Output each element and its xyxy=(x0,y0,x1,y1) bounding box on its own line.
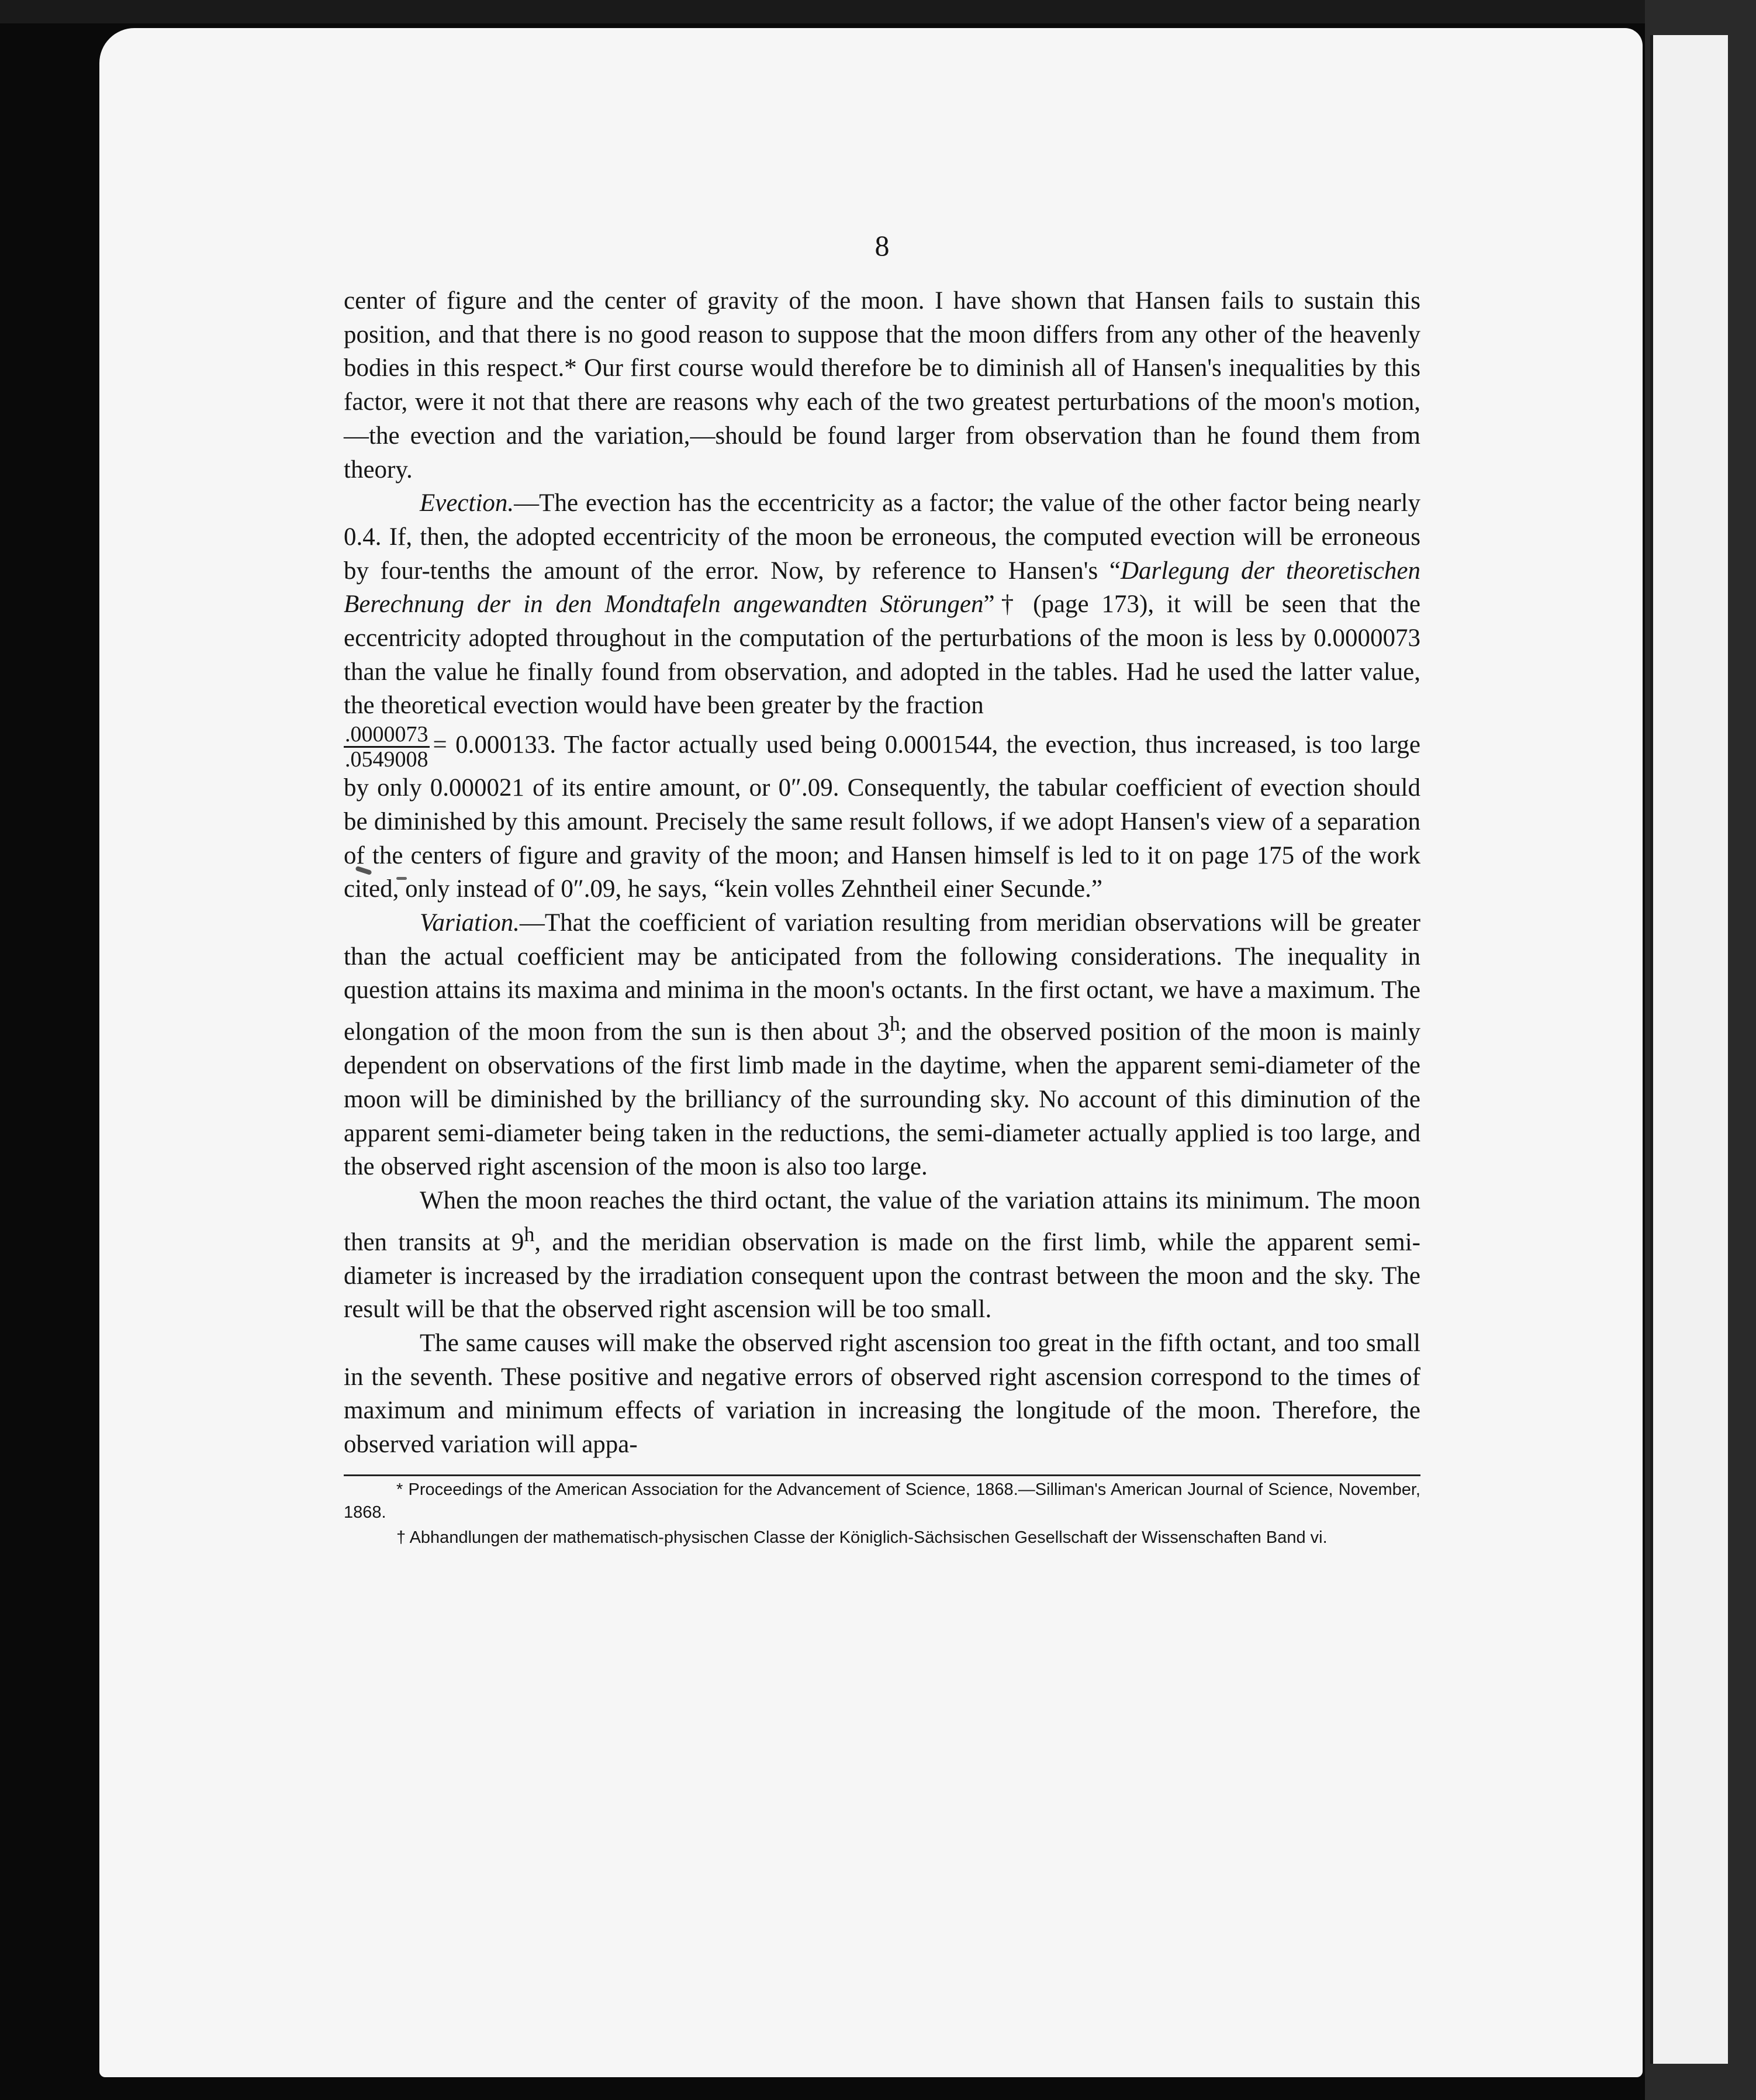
adjacent-page-edge xyxy=(1650,35,1728,2064)
footnote-1-text: * Proceedings of the American Association for the Advancement of Science, 1868.—Silliman's American Journal of Science, November, 1868. xyxy=(344,1480,1420,1522)
scan-top-border xyxy=(0,0,1756,23)
fraction-denominator: .0549008 xyxy=(345,747,428,772)
footnote-1 xyxy=(344,1479,1420,1524)
section-heading-evection: Evection. xyxy=(420,489,514,517)
paragraph-intro: center of figure and the center of gravity of the moon. I have shown that Hansen fails to sustain this position, and that there is no good reason to suppose that the moon differs from any other of the heavenly bodies in this respect.* Our first course would therefore be to diminish all of Hansen's inequalities by this factor, were it not that there are reasons why each of the two greatest perturbations of the moon's motion,—the evection and the variation,—should be found larger from observation than he found them from theory. xyxy=(344,287,1420,483)
paragraph-evection xyxy=(344,486,1420,723)
hour-superscript: h xyxy=(524,1222,535,1246)
evection-text-b: ”† (page 173), it will be seen that the eccentricity adopted throughout in the computation of the perturbations of the moon is less by 0.0000073 than the value he finally found from observation, and adopted in the tables. Had he used the latter value, the theoretical evection would have been greater by the fraction xyxy=(344,590,1421,720)
section-heading-variation: Variation. xyxy=(420,909,520,937)
footnote-divider xyxy=(344,1474,1420,1476)
paragraph-variation xyxy=(344,906,1420,1184)
paragraph-third-octant xyxy=(344,1184,1420,1327)
evection-text-c: = 0.000133. The factor actually used being 0.0001544, the evection, thus increased, is too large by only 0.000021 of its entire amount, or 0″.09. Consequently, the tabular coefficient of evection should be diminished by this amount. Precisely the same result follows, if we adopt Hansen's view of a separation of the centers of figure and gravity of the moon; and Hansen himself is led to it on page 175 of the work cited, only instead of 0″.09, he says, “kein volles Zehntheil einer Secunde.” xyxy=(344,731,1420,903)
cited-work-title: Darlegung der theoretischen Berechnung der in den Mondtafeln angewandten Störungen xyxy=(344,557,1421,619)
page-content xyxy=(344,228,1420,1549)
paragraph-evection-fraction xyxy=(344,723,1420,906)
evection-text-a: —The evection has the eccentricity as a factor; the value of the other factor being nearly 0.4. If, then, the adopted eccentricity of the moon be erroneous, the computed evection will be erroneous by four-tenths the amount of the error. Now, by reference to Hansen's “ xyxy=(344,489,1420,585)
footnote-2 xyxy=(344,1526,1420,1549)
fraction-numerator: .0000073 xyxy=(345,722,428,747)
scan-right-border xyxy=(1645,0,1756,2100)
variation-text-a: —That the coefficient of variation resulting from meridian observations will be greater than the actual coefficient may be anticipated from the following considerations. The inequality in question attains its maxima and minima in the moon's octants. In the first octant, we have a maximum. The elongation of the moon from the sun is then about 3 xyxy=(344,909,1420,1046)
page-number: 8 xyxy=(874,229,890,262)
footnote-2-text: † Abhandlungen der mathematisch-physischen Classe der Königlich-Sächsischen Gesellschaft der Wissenschaften Band vi. xyxy=(396,1528,1328,1547)
fraction xyxy=(344,723,430,771)
paragraph-fifth-octant: The same causes will make the observed right ascension too great in the fifth octant, and too small in the seventh. These positive and negative errors of observed right ascension correspond to the times of maximum and minimum effects of variation in increasing the longitude of the moon. Therefore, the observed variation will appa- xyxy=(344,1329,1420,1459)
third-octant-text-b: , and the meridian observation is made on the first limb, while the apparent semi-diameter is increased by the irradiation consequent upon the contrast between the moon and the sky. The result will be that the observed right ascension will be too small. xyxy=(344,1228,1421,1324)
variation-text-b: ; and the observed position of the moon is mainly dependent on observations of the first limb made in the daytime, when the apparent semi-diameter of the moon will be diminished by the brilliancy of the surrounding sky. No account of this diminution of the apparent semi-diameter being taken in the reductions, the semi-diameter actually applied is too large, and the observed right ascension of the moon is also too large. xyxy=(344,1018,1420,1181)
hour-superscript: h xyxy=(889,1012,900,1036)
third-octant-text-a: When the moon reaches the third octant, the value of the variation attains its minimum. The moon then transits at 9 xyxy=(344,1186,1420,1256)
